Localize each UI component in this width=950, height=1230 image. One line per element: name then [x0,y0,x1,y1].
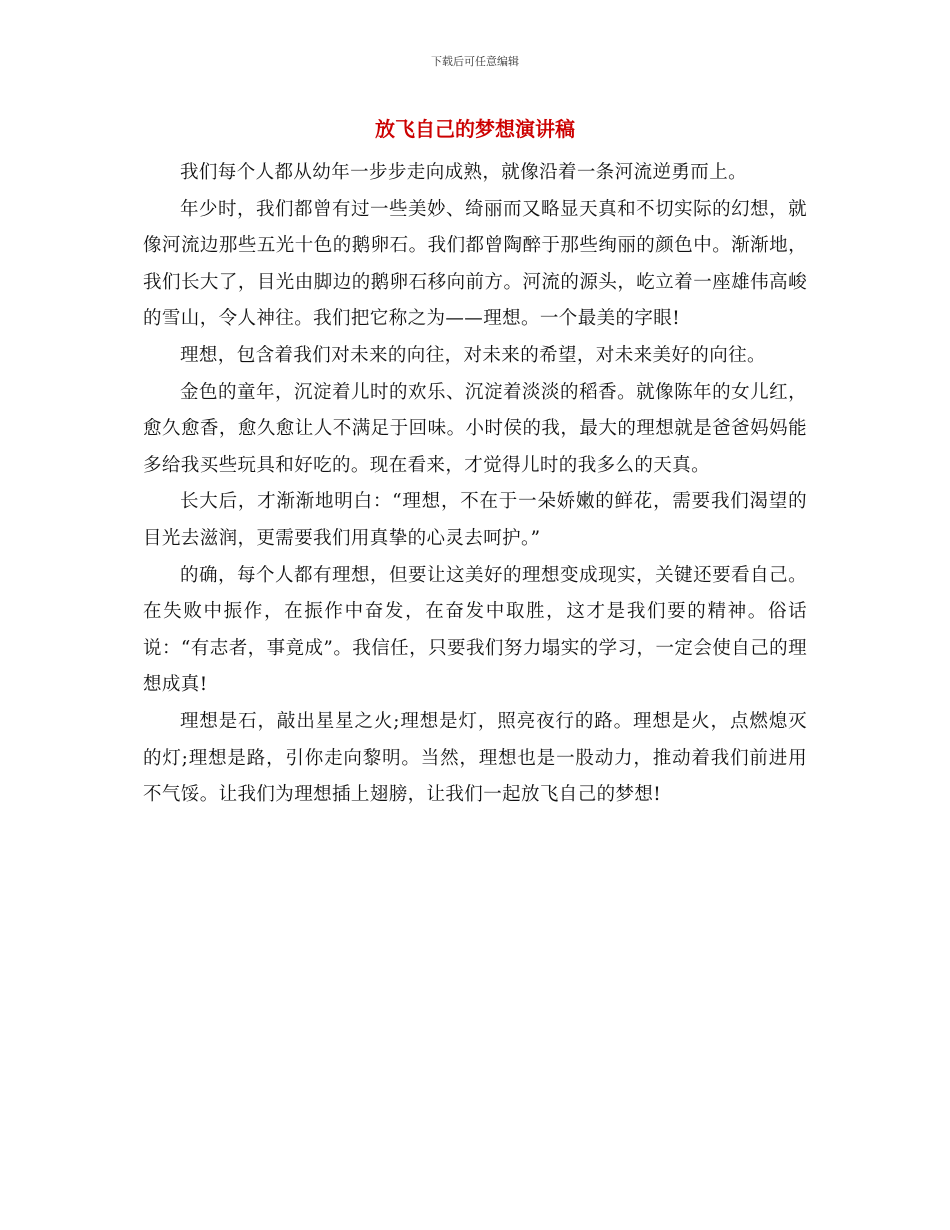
paragraph-5: 长大后，才渐渐地明白：“理想，不在于一朵娇嫩的鲜花，需要我们渴望的目光去滋润，更需要我们用真挚的心灵去呵护。” [143,491,807,549]
paragraph-7: 理想是石，敲出星星之火;理想是灯，照亮夜行的路。理想是火，点燃熄灭的灯;理想是路，引你走向黎明。当然，理想也是一股动力，推动着我们前进用不气馁。让我们为理想插上翅膀，让我们一起放飞自己的梦想! [143,710,807,806]
paragraph-6: 的确，每个人都有理想，但要让这美好的理想变成现实，关键还要看自己。在失败中振作，在振作中奋发，在奋发中取胜，这才是我们要的精神。俗话说：“有志者，事竟成”。我信任，只要我们努力塌实的学习，一定会使自己的理想成真! [143,564,807,696]
document-body [143,155,807,814]
document-title: 放飞自己的梦想演讲稿 [375,117,575,141]
paragraph-4: 金色的童年，沉淀着儿时的欢乐、沉淀着淡淡的稻香。就像陈年的女儿红，愈久愈香，愈久愈让人不满足于回味。小时侯的我，最大的理想就是爸爸妈妈能多给我买些玩具和好吃的。现在看来，才觉得儿时的我多么的天真。 [143,381,807,476]
paragraph-1: 我们每个人都从幼年一步步走向成熟，就像沿着一条河流逆勇而上。 [180,162,748,183]
header-note: 下载后可任意编辑 [431,55,519,68]
paragraph-2: 年少时，我们都曾有过一些美妙、绮丽而又略显天真和不切实际的幻想，就像河流边那些五光十色的鹅卵石。我们都曾陶醉于那些绚丽的颜色中。渐渐地，我们长大了，目光由脚边的鹅卵石移向前方。河流的源头，屹立着一座雄伟高峻的雪山，令人神往。我们把它称之为——理想。一个最美的字眼! [143,198,807,330]
paragraph-3: 理想，包含着我们对未来的向往，对未来的希望，对未来美好的向往。 [180,344,766,366]
